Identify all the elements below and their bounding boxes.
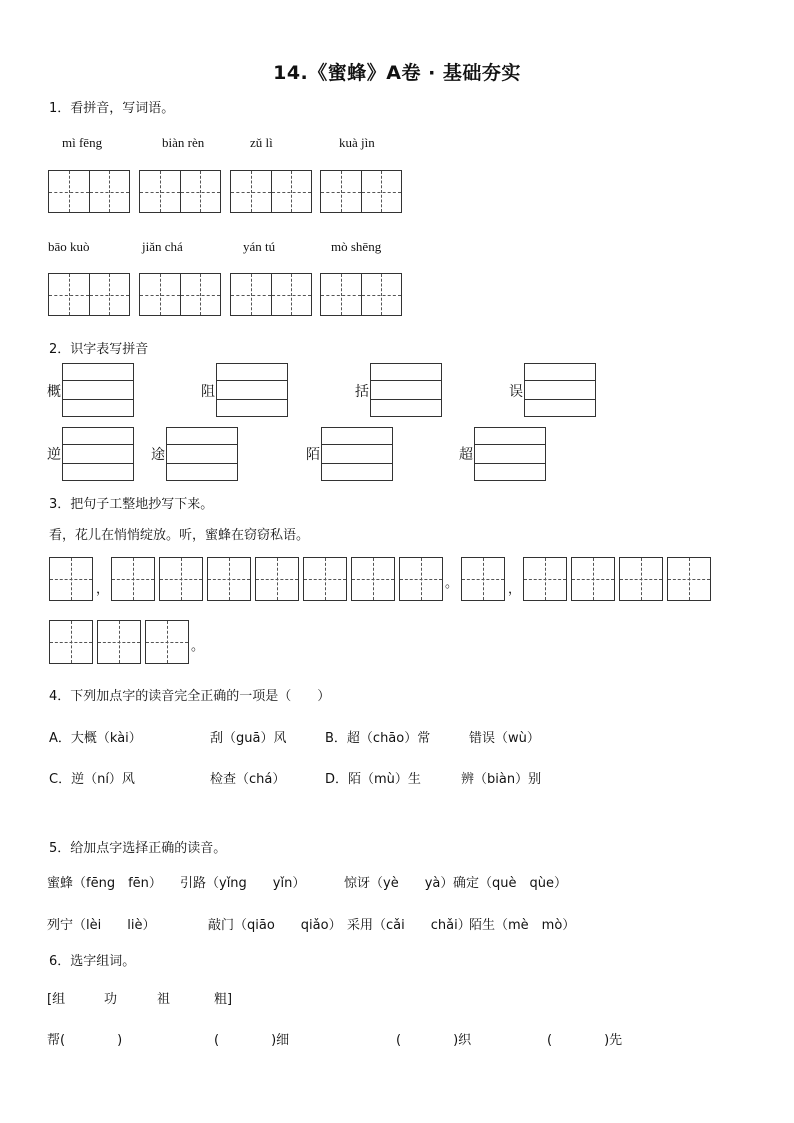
copy-cell[interactable]	[159, 557, 203, 601]
q6-option: [组	[47, 992, 66, 1007]
copy-cell[interactable]	[145, 620, 189, 664]
q6-blank[interactable]: 帮( )	[47, 1033, 123, 1048]
copy-cell[interactable]	[49, 557, 93, 601]
q2-char: 途	[151, 447, 165, 463]
period: 。	[191, 639, 205, 654]
copy-cell[interactable]	[207, 557, 251, 601]
q2-char: 逆	[47, 447, 61, 463]
copy-cell[interactable]	[303, 557, 347, 601]
option-c[interactable]: C．逆（ní）风	[49, 772, 135, 787]
q1-pinyin: bāo kuò	[48, 239, 90, 254]
comma: ，	[508, 582, 522, 597]
copy-cell[interactable]	[97, 620, 141, 664]
pinyin-box[interactable]	[216, 363, 288, 417]
q1-pinyin: kuà jìn	[339, 135, 375, 150]
copy-cell[interactable]	[111, 557, 155, 601]
copy-cell[interactable]	[351, 557, 395, 601]
q6-option: 功	[104, 992, 118, 1007]
q5-item[interactable]: 确定（què qùe）	[453, 876, 567, 891]
copy-cell[interactable]	[667, 557, 711, 601]
copy-cell[interactable]	[523, 557, 567, 601]
q1-pinyin: zǔ lì	[250, 135, 273, 150]
write-grid[interactable]	[230, 170, 312, 213]
write-grid[interactable]	[48, 170, 130, 213]
q6-option: 粗]	[214, 992, 233, 1007]
write-grid[interactable]	[320, 170, 402, 213]
q2-heading: 2．识字表写拼音	[49, 342, 149, 357]
option-b[interactable]: B．超（chāo）常	[325, 731, 431, 746]
q6-blank[interactable]: ( )细	[214, 1033, 290, 1048]
q2-char: 超	[459, 447, 473, 463]
q1-pinyin: biàn rèn	[162, 135, 205, 150]
copy-cell[interactable]	[399, 557, 443, 601]
pinyin-box[interactable]	[321, 427, 393, 481]
q6-heading: 6．选字组词。	[49, 954, 136, 969]
q1-pinyin: mì fēng	[62, 135, 103, 150]
q1-pinyin: yán tú	[243, 239, 276, 254]
write-grid[interactable]	[230, 273, 312, 316]
copy-cell[interactable]	[571, 557, 615, 601]
pinyin-box[interactable]	[166, 427, 238, 481]
q5-item[interactable]: 蜜蜂（fēng fēn）	[47, 876, 162, 891]
q6-option: 祖	[157, 992, 171, 1007]
q5-item[interactable]: 引路（yǐng yǐn）	[180, 876, 306, 891]
q5-item[interactable]: 列宁（lèi liè）	[47, 918, 156, 933]
comma: ，	[96, 582, 110, 597]
write-grid[interactable]	[320, 273, 402, 316]
q5-item[interactable]: 陌生（mè mò）	[469, 918, 576, 933]
write-grid[interactable]	[139, 273, 221, 316]
q5-item[interactable]: 惊讶（yè yà）	[344, 876, 454, 891]
q1-heading: 1．看拼音，写词语。	[49, 101, 175, 116]
page-title: 14.《蜜蜂》A卷 · 基础夯实	[273, 62, 521, 84]
q2-char: 阻	[201, 384, 215, 400]
q2-char: 误	[509, 384, 523, 400]
copy-cell[interactable]	[461, 557, 505, 601]
pinyin-box[interactable]	[370, 363, 442, 417]
q2-char: 括	[355, 384, 369, 400]
pinyin-box[interactable]	[524, 363, 596, 417]
period: 。	[445, 576, 459, 591]
q6-blank[interactable]: ( )织	[396, 1033, 472, 1048]
option-d-word2: 辨（biàn）别	[461, 772, 542, 787]
option-b-word2: 错误（wù）	[469, 731, 540, 746]
q4-heading: 4．下列加点字的读音完全正确的一项是（ ）	[49, 689, 331, 704]
write-grid[interactable]	[48, 273, 130, 316]
q5-item[interactable]: 采用（cǎi chǎi）	[347, 918, 471, 933]
copy-cell[interactable]	[255, 557, 299, 601]
pinyin-box[interactable]	[62, 363, 134, 417]
option-d[interactable]: D．陌（mù）生	[325, 772, 421, 787]
pinyin-box[interactable]	[62, 427, 134, 481]
option-a[interactable]: A．大概（kài）	[49, 731, 142, 746]
option-c-word2: 检查（chá）	[210, 772, 286, 787]
q1-pinyin: jiǎn chá	[142, 239, 183, 254]
q3-heading: 3．把句子工整地抄写下来。	[49, 497, 214, 512]
pinyin-box[interactable]	[474, 427, 546, 481]
option-a-word2: 刮（guā）风	[210, 731, 287, 746]
q5-item[interactable]: 敲门（qiāo qiǎo）	[208, 918, 342, 933]
q2-char: 陌	[306, 447, 320, 463]
copy-cell[interactable]	[619, 557, 663, 601]
q3-sentence: 看，花儿在悄悄绽放。听，蜜蜂在窃窃私语。	[49, 528, 310, 543]
write-grid[interactable]	[139, 170, 221, 213]
copy-cell[interactable]	[49, 620, 93, 664]
q2-char: 概	[47, 384, 61, 400]
q1-pinyin: mò shēng	[331, 239, 382, 254]
q6-blank[interactable]: ( )先	[547, 1033, 623, 1048]
q5-heading: 5．给加点字选择正确的读音。	[49, 841, 227, 856]
